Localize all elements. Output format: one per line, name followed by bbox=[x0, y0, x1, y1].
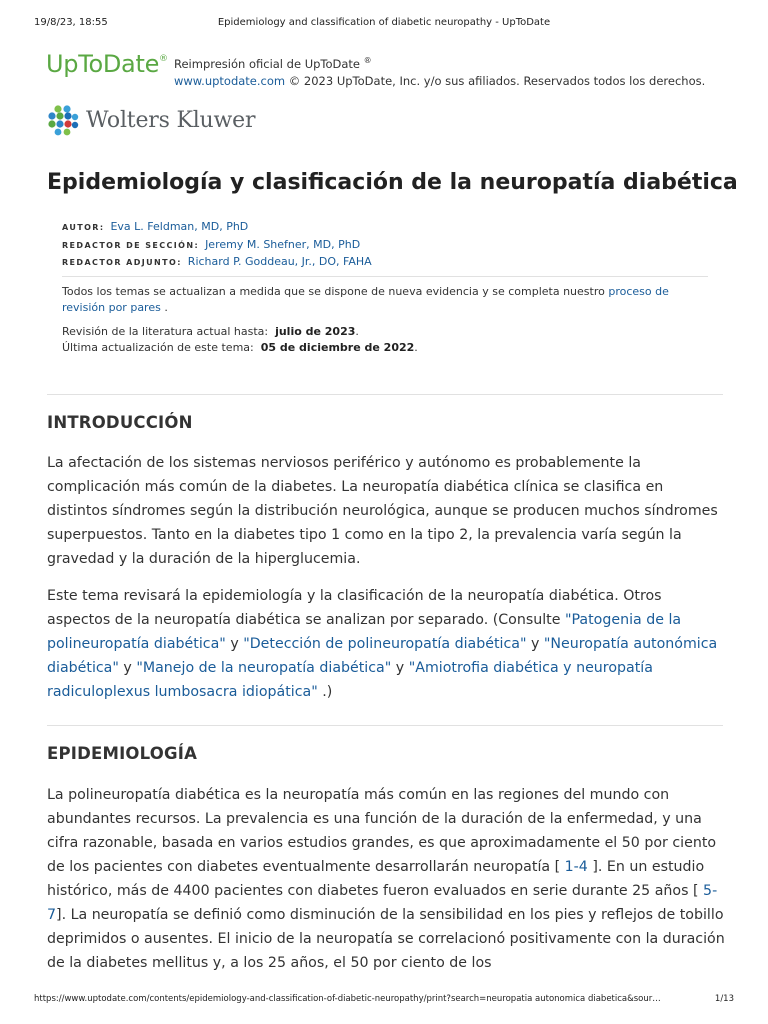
intro-paragraph-1: La afectación de los sistemas nerviosos periférico y autónomo es probablemente la complicación más común de la diabetes. La neuropatía diabética clínica se clasifica en distintos síndromes según la distribución neurológica, aunque se producen muchos síndromes superpuestos. Tanto en la diabetes tipo 1 como en la tipo 2, la prevalencia varía según la gravedad y la duración de la hiperglucemia. bbox=[47, 455, 718, 567]
copyright-text: © 2023 UpToDate, Inc. y/o sus afiliados. Reservados todos los derechos. bbox=[288, 73, 706, 88]
epidemiology-text-2: ]. En un estudio histórico, más de 4400 pacientes con diabetes fueron evaluados en serie durante 25 años [ bbox=[47, 859, 705, 899]
epidemiology-paragraph bbox=[47, 783, 727, 975]
last-updated-date: 05 de diciembre de 2022 bbox=[260, 341, 415, 354]
conjunction: y bbox=[123, 660, 132, 676]
author-row bbox=[62, 219, 372, 237]
link-manejo[interactable]: "Manejo de la neuropatía diabética" bbox=[136, 660, 392, 676]
section-editor-link[interactable]: Jeremy M. Shefner, MD, PhD bbox=[205, 237, 361, 251]
print-url: https://www.uptodate.com/contents/epidemiology-and-classification-of-diabetic-neuropathy/print?search=neuropatia autonomica diabetica&sour… bbox=[34, 994, 661, 1004]
section-editor-label: REDACTOR DE SECCIÓN: bbox=[62, 240, 200, 250]
deputy-editor-label: REDACTOR ADJUNTO: bbox=[62, 258, 182, 267]
print-date: 19/8/23, 18:55 bbox=[34, 17, 108, 28]
update-notice bbox=[62, 284, 712, 316]
review-dates: Revisión de la literatura actual hasta: julio de 2023. Última actualización de este tema: 05 de diciembre de 2022. bbox=[62, 325, 418, 354]
registered-mark: ® bbox=[159, 54, 168, 64]
author-link[interactable]: Eva L. Feldman, MD, PhD bbox=[110, 220, 249, 233]
article-title: Epidemiología y clasificación de la neuropatía diabética bbox=[47, 170, 738, 195]
reference-link-5-7[interactable]: 5-7 bbox=[47, 883, 718, 923]
print-document-title: Epidemiology and classification of diabetic neuropathy - UpToDate bbox=[217, 17, 551, 28]
deputy-editor-link[interactable]: Richard P. Goddeau, Jr., DO, FAHA bbox=[187, 255, 372, 268]
literature-review-date: julio de 2023 bbox=[275, 325, 356, 338]
uptodate-logo-text: UpToDate bbox=[46, 50, 160, 78]
epidemiology-text-3: ]. La neuropatía se definió como disminución de la sensibilidad en los pies y reflejos de tobillo deprimidos o ausentes. El inicio de la neuropatía se correlacionó positivamente con la duración de la diabetes mellitus y, a los 25 años, el 50 por ciento de los bbox=[47, 907, 725, 971]
intro-paragraph-2 bbox=[47, 584, 727, 704]
wolters-kluwer-logo bbox=[47, 104, 255, 136]
peer-review-link[interactable]: proceso de revisión por pares bbox=[62, 285, 669, 314]
uptodate-site-link[interactable]: www.uptodate.com bbox=[174, 73, 286, 88]
intro-paragraph-2-end: .) bbox=[322, 684, 333, 700]
update-notice-end: . bbox=[164, 301, 168, 314]
conjunction: y bbox=[395, 660, 405, 676]
section-divider bbox=[47, 725, 723, 726]
wolters-kluwer-name: Wolters Kluwer bbox=[86, 107, 256, 133]
meta-divider bbox=[62, 276, 708, 277]
conjunction: y bbox=[530, 636, 540, 652]
last-updated-label: Última actualización de este tema: bbox=[62, 341, 254, 354]
print-footer bbox=[0, 986, 768, 1024]
literature-review-label: Revisión de la literatura actual hasta: bbox=[62, 325, 269, 338]
deputy-editor-row bbox=[62, 254, 372, 272]
wolters-kluwer-mark-icon bbox=[47, 104, 79, 136]
link-amiotrofia[interactable]: "Amiotrofia diabética y neuropatía radiculoplexus lumbosacra idiopática" bbox=[47, 660, 653, 700]
reprint-text: Reimpresión oficial de UpToDate bbox=[174, 56, 360, 71]
author-label: AUTOR: bbox=[62, 223, 105, 232]
epidemiology-heading: EPIDEMIOLOGÍA bbox=[47, 744, 198, 763]
print-page-number: 1/13 bbox=[714, 994, 734, 1004]
intro-heading: INTRODUCCIÓN bbox=[47, 413, 193, 432]
epidemiology-text-1: La polineuropatía diabética es la neuropatía más común en las regiones del mundo con abundantes recursos. La prevalencia es una función de la duración de la enfermedad, y una cifra razonable, basada en varios estudios grandes, es que aproximadamente el 50 por ciento de los pacientes con diabetes eventualmente desarrollarán neuropatía [ bbox=[47, 787, 717, 875]
update-notice-text: Todos los temas se actualizan a medida que se dispone de nueva evidencia y se completa nuestro bbox=[62, 285, 605, 298]
section-divider bbox=[47, 394, 723, 395]
reprint-registered-mark: ® bbox=[363, 56, 372, 65]
section-editor-row bbox=[62, 237, 372, 255]
link-deteccion[interactable]: "Detección de polineuropatía diabética" bbox=[243, 636, 527, 652]
conjunction: y bbox=[230, 636, 239, 652]
intro-paragraph-2-text: Este tema revisará la epidemiología y la clasificación de la neuropatía diabética. Otros aspectos de la neuropatía diabética se analizan por separado. (Consulte bbox=[47, 588, 662, 628]
article-contributors bbox=[62, 219, 372, 272]
link-patogenia[interactable]: "Patogenia de la polineuropatía diabética" bbox=[47, 612, 682, 652]
reference-link-1-4[interactable]: 1-4 bbox=[564, 859, 588, 875]
uptodate-logo[interactable] bbox=[46, 50, 168, 78]
link-neuropatia-autonomica[interactable]: "Neuropatía autonómica diabética" bbox=[47, 636, 718, 676]
reprint-notice bbox=[174, 52, 705, 90]
